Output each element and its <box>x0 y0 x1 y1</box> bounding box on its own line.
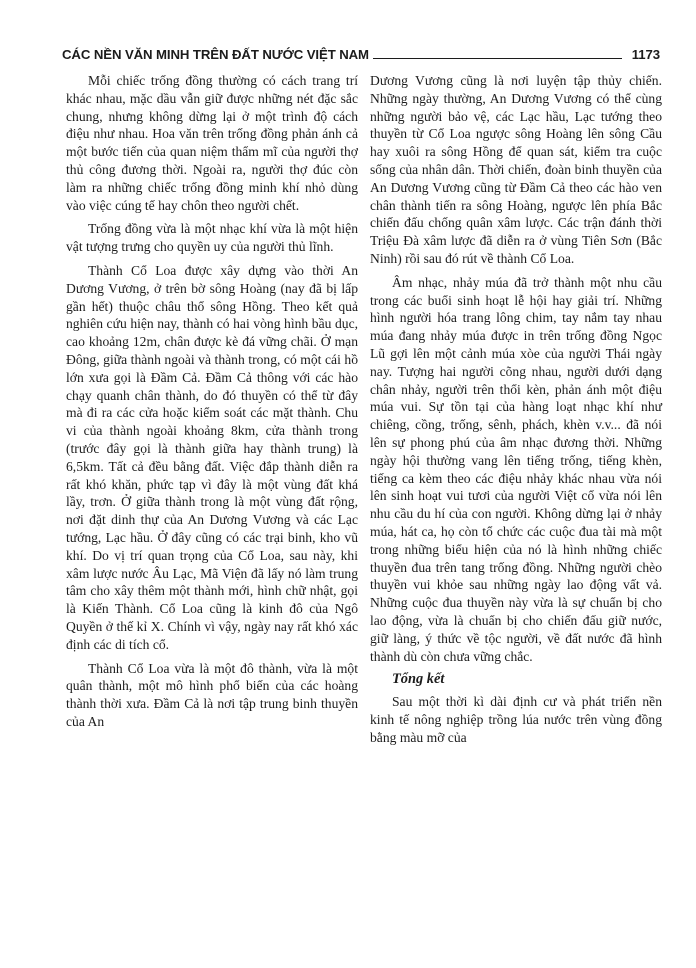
left-column <box>66 72 358 952</box>
paragraph-naval-training: Dương Vương cũng là nơi luyện tập thủy chiến. Những ngày thường, An Dương Vương có thể cùng những người bảo vệ, các Lạc hầu, Lạc tướng theo thuyền từ Cổ Loa ngược sông Hoàng lên sông Cầu hay xuôi ra sông Hồng để quan sát, kiểm tra cuộc sống của nhân dân. Thời chiến, đoàn binh thuyền của An Dương Vương cũng từ Đầm Cả theo các hào ven chân thành tiến ra sông Hoàng, ngược lên phía Bắc chiến đấu chống quân xâm lược. Các trận đánh thời Triệu Đà xâm lược đã diễn ra ở vùng Tiên Sơn (Bắc Ninh) rồi sau đó rút về thành Cổ Loa. <box>370 73 662 266</box>
running-header <box>62 40 660 62</box>
running-header-title: CÁC NỀN VĂN MINH TRÊN ĐẤT NƯỚC VIỆT NAM <box>62 47 369 62</box>
paragraph-bronze-drum-decoration: Mỗi chiếc trống đồng thường có cách trang trí khác nhau, mặc dầu vẫn giữ được những nét đặc sắc chung, nhưng không dừng lại ở một trình độ cách điệu như nhau. Hoa văn trên trống đồng phản ánh cả một bước tiến của quan niệm thẩm mĩ của người thợ thủ công đương thời. Ngoài ra, người thợ đúc còn làm ra những chiếc trống đồng minh khí nhỏ dùng vào việc cúng tế hay chôn theo người chết. <box>66 73 358 213</box>
section-heading-summary: Tổng kết <box>392 671 445 688</box>
paragraph-co-loa-capital: Thành Cổ Loa vừa là một đô thành, vừa là một quân thành, một mô hình phổ biến của các hoàng thành thời xưa. Đầm Cả là nơi tập trung binh thuyền của An <box>66 660 358 729</box>
right-column <box>370 72 662 952</box>
header-rule <box>373 58 622 59</box>
paragraph-summary: Sau một thời kì dài định cư và phát triển nền kinh tế nông nghiệp trồng lúa nước trên vùng đồng bằng màu mỡ của <box>370 694 662 745</box>
paragraph-co-loa-citadel: Thành Cổ Loa được xây dựng vào thời An Dương Vương, ở trên bờ sông Hoàng (nay đã bị lấp gần hết) thuộc châu thổ sông Hồng. Theo kết quả nghiên cứu hiện nay, thành có hai vòng hình bầu dục, cao khoảng 12m, chân được kè đá vững chãi. Ở mạn Đông, giữa thành ngoài và thành trong, có một cái hồ lớn xưa gọi là Đầm Cả. Đầm Cả thông với các hào chạy quanh chân thành, do đó thuyền có thể từ đây mà đi ra các cửa hoặc kiểm soát các mặt thành. Chu vi của thành ngoài khoảng 8km, cửa thành trong (trước đây gọi là thành giữa hay thành trung) là 6,5km. Tất cả đều bằng đất. Việc đắp thành diễn ra rất khó khăn, phức tạp vì đây là một vùng đất khá lầy, trơn. Ở giữa thành trong là một vùng đất rộng, nơi đặt dinh thự của An Dương Vương và các Lạc tướng, Lạc hầu. Ở đây cũng có các trại binh, kho vũ khí. Do vị trí quan trọng của Cổ Loa, sau này, khi xâm lược nước Âu Lạc, Mã Viện đã lấy nó làm trung tâm cho xây thêm một thành mới, hình chữ nhật, gọi là Kiến Thành. Cổ Loa cũng là kinh đô của Ngô Quyền ở thế kỉ X. Chính vì vậy, ngày nay rất khó xác định các di tích cổ. <box>66 262 358 652</box>
paragraph-bronze-drum-authority: Trống đồng vừa là một nhạc khí vừa là một hiện vật tượng trưng cho quyền uy của người thủ lĩnh. <box>66 221 358 255</box>
paragraph-music-dance: Âm nhạc, nhảy múa đã trở thành một nhu cầu trong các buổi sinh hoạt lễ hội hay giải trí. Những hình người hóa trang lông chim, tay nắm tay nhau múa đang nhảy múa được in trên trống đồng Ngọc Lũ gợi lên một cảnh múa xòe của người Thái ngày nay. Tượng hai người cõng nhau, người dưới dạng chân nhảy, người trên thổi kèn, phản ánh một điệu múa vui. Sự tồn tại của hàng loạt nhạc khí như chiêng, cồng, trống, sênh, phách, khèn v.v... đã nói lên sự phong phú của âm nhạc đương thời. Những ngày hội thường vang lên tiếng trống, tiếng khèn, tiếng ca kèm theo các điệu nhảy khác nhau vừa nói lên sinh hoạt vui tươi của người Việt cổ vừa nói lên nhu cầu du hí của con người. Không dừng lại ở nhảy múa, hát ca, họ còn tổ chức các cuộc đua tài mà một trong những biểu hiện của nó là hình những chiếc thuyền đua trên tang trống đồng. Những người chèo thuyền vui khỏe sau những ngày lao động vất vả. Những cuộc đua thuyền này vừa là sự chuẩn bị cho lao động, vừa là chuẩn bị cho chiến đấu giữ nước, giữ làng, ý thức về tộc người, về đất nước đã hình thành dù còn chưa vững chắc. <box>370 274 662 664</box>
page-number: 1173 <box>631 47 660 62</box>
